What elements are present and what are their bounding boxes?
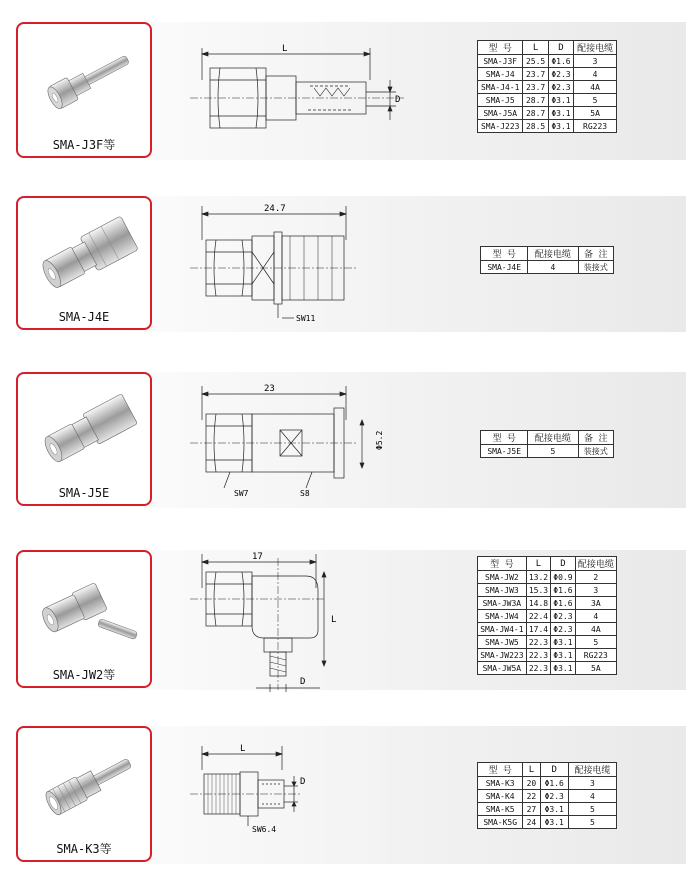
table-cell: 3A xyxy=(575,597,616,610)
column-header: 配接电缆 xyxy=(528,431,578,445)
spec-table-2 xyxy=(480,246,614,274)
column-header: 型 号 xyxy=(478,763,523,777)
column-header: L xyxy=(523,763,540,777)
table-cell: Φ1.6 xyxy=(540,777,568,790)
table-cell: 28.7 xyxy=(523,107,548,120)
table-row xyxy=(478,68,617,81)
table-row xyxy=(478,662,617,675)
table-row xyxy=(481,261,614,274)
dimension-label: SW11 xyxy=(296,314,316,323)
table-cell: 22.3 xyxy=(526,662,550,675)
table-row xyxy=(478,81,617,94)
table-cell: 5 xyxy=(528,445,578,458)
table-cell: SMA-J5A xyxy=(478,107,523,120)
table-cell: SMA-JW2 xyxy=(478,571,527,584)
table-row xyxy=(478,649,617,662)
table-cell: 22 xyxy=(523,790,540,803)
column-header: 型 号 xyxy=(481,247,528,261)
technical-drawing-3 xyxy=(190,380,384,509)
table-row xyxy=(478,803,617,816)
table-row xyxy=(478,790,617,803)
dimension-label: D xyxy=(300,677,306,687)
table-cell: 17.4 xyxy=(526,623,550,636)
table-cell: 5 xyxy=(575,636,616,649)
table-cell: SMA-J3F xyxy=(478,55,523,68)
column-header: D xyxy=(551,557,575,571)
table-row xyxy=(481,445,614,458)
table-row xyxy=(478,107,617,120)
spec-table-4 xyxy=(477,556,617,675)
table-row xyxy=(478,636,617,649)
table-row xyxy=(478,816,617,829)
dimension-label: S8 xyxy=(300,489,310,498)
column-header: 配接电缆 xyxy=(528,247,578,261)
table-cell: 5A xyxy=(574,107,617,120)
column-header: 型 号 xyxy=(478,41,523,55)
column-header: L xyxy=(526,557,550,571)
table-cell: Φ0.9 xyxy=(551,571,575,584)
table-cell: RG223 xyxy=(575,649,616,662)
table-cell: SMA-JW3A xyxy=(478,597,527,610)
table-cell: 4 xyxy=(568,790,616,803)
product-name: SMA-K3等 xyxy=(56,842,112,856)
table-cell: 22.4 xyxy=(526,610,550,623)
table-cell: Φ2.3 xyxy=(551,623,575,636)
table-cell: Φ3.1 xyxy=(551,662,575,675)
table-cell: SMA-J4-1 xyxy=(478,81,523,94)
column-header: 型 号 xyxy=(478,557,527,571)
table-cell: 13.2 xyxy=(526,571,550,584)
table-cell: SMA-J5 xyxy=(478,94,523,107)
table-cell: Φ3.1 xyxy=(551,636,575,649)
table-cell: SMA-JW3 xyxy=(478,584,527,597)
table-cell: SMA-J5E xyxy=(481,445,528,458)
product-card-5[interactable] xyxy=(16,726,152,862)
table-row xyxy=(478,584,617,597)
table-cell: SMA-JW4-1 xyxy=(478,623,527,636)
technical-drawing-5 xyxy=(190,740,320,845)
table-cell: 14.8 xyxy=(526,597,550,610)
table-cell: SMA-K4 xyxy=(478,790,523,803)
product-card-1[interactable] xyxy=(16,22,152,158)
technical-drawing-1 xyxy=(190,40,410,145)
column-header: 配接电缆 xyxy=(568,763,616,777)
dimension-label: 24.7 xyxy=(264,204,286,214)
table-cell: SMA-J223 xyxy=(478,120,523,133)
table-cell: 3 xyxy=(575,584,616,597)
table-cell: 4 xyxy=(575,610,616,623)
table-row xyxy=(478,55,617,68)
product-name: SMA-J5E xyxy=(58,486,110,500)
table-cell: SMA-J4E xyxy=(481,261,528,274)
table-header-row xyxy=(481,431,614,445)
technical-drawing-4 xyxy=(190,548,370,701)
table-cell: 23.7 xyxy=(523,81,548,94)
table-cell: SMA-K5 xyxy=(478,803,523,816)
table-cell: Φ3.1 xyxy=(540,816,568,829)
table-cell: 5 xyxy=(574,94,617,107)
column-header: 型 号 xyxy=(481,431,528,445)
dimension-label: SW6.4 xyxy=(252,825,277,834)
table-cell: Φ3.1 xyxy=(548,107,573,120)
spec-table-1 xyxy=(477,40,617,133)
column-header: D xyxy=(548,41,573,55)
table-header-row xyxy=(481,247,614,261)
column-header: L xyxy=(523,41,548,55)
table-cell: 5 xyxy=(568,816,616,829)
dimension-label: D xyxy=(300,777,306,787)
table-cell: 4A xyxy=(574,81,617,94)
table-cell: Φ1.6 xyxy=(551,597,575,610)
table-row xyxy=(478,120,617,133)
column-header: 配接电缆 xyxy=(574,41,617,55)
table-cell: 20 xyxy=(523,777,540,790)
table-cell: Φ3.1 xyxy=(548,120,573,133)
spec-table-5 xyxy=(477,762,617,829)
table-row xyxy=(478,571,617,584)
table-cell: 23.7 xyxy=(523,68,548,81)
table-cell: RG223 xyxy=(574,120,617,133)
table-cell: 27 xyxy=(523,803,540,816)
table-cell: SMA-K5G xyxy=(478,816,523,829)
table-row xyxy=(478,610,617,623)
spec-table-3 xyxy=(480,430,614,458)
table-cell: SMA-JW4 xyxy=(478,610,527,623)
column-header: 配接电缆 xyxy=(575,557,616,571)
table-cell: 5 xyxy=(568,803,616,816)
dimension-label: 17 xyxy=(252,552,263,562)
table-cell: SMA-JW5 xyxy=(478,636,527,649)
table-cell: 4 xyxy=(528,261,578,274)
product-name: SMA-JW2等 xyxy=(52,668,116,682)
table-cell: 22.3 xyxy=(526,649,550,662)
column-header: 备 注 xyxy=(578,431,613,445)
table-cell: 5A xyxy=(575,662,616,675)
column-header: 备 注 xyxy=(578,247,613,261)
dimension-label: L xyxy=(282,44,288,54)
table-cell: 28.5 xyxy=(523,120,548,133)
product-name: SMA-J3F等 xyxy=(52,138,116,152)
table-cell: SMA-J4 xyxy=(478,68,523,81)
table-cell: Φ1.6 xyxy=(548,55,573,68)
table-row xyxy=(478,623,617,636)
dimension-label: Φ5.2 xyxy=(375,430,384,450)
table-cell: 24 xyxy=(523,816,540,829)
table-cell: 4A xyxy=(575,623,616,636)
table-cell: 装接式 xyxy=(578,261,613,274)
dimension-label: D xyxy=(395,95,401,105)
table-cell: Φ2.3 xyxy=(551,610,575,623)
dimension-label: 23 xyxy=(264,384,275,394)
table-cell: 22.3 xyxy=(526,636,550,649)
table-cell: 2 xyxy=(575,571,616,584)
column-header: D xyxy=(540,763,568,777)
table-cell: Φ3.1 xyxy=(551,649,575,662)
product-card-2[interactable] xyxy=(16,196,152,330)
table-cell: 15.3 xyxy=(526,584,550,597)
table-header-row xyxy=(478,557,617,571)
table-header-row xyxy=(478,41,617,55)
table-cell: 25.5 xyxy=(523,55,548,68)
dimension-label: L xyxy=(331,615,337,625)
table-cell: Φ1.6 xyxy=(551,584,575,597)
table-header-row xyxy=(478,763,617,777)
table-cell: 4 xyxy=(574,68,617,81)
table-cell: Φ2.3 xyxy=(540,790,568,803)
table-cell: 装接式 xyxy=(578,445,613,458)
dimension-label: L xyxy=(240,744,246,754)
product-card-3[interactable] xyxy=(16,372,152,506)
table-cell: Φ2.3 xyxy=(548,81,573,94)
table-row xyxy=(478,777,617,790)
table-cell: 3 xyxy=(568,777,616,790)
table-cell: SMA-K3 xyxy=(478,777,523,790)
table-cell: SMA-JW223 xyxy=(478,649,527,662)
table-row xyxy=(478,94,617,107)
product-name: SMA-J4E xyxy=(58,310,110,324)
table-row xyxy=(478,597,617,610)
table-cell: 28.7 xyxy=(523,94,548,107)
table-cell: Φ3.1 xyxy=(540,803,568,816)
technical-drawing-2 xyxy=(190,200,370,329)
table-cell: 3 xyxy=(574,55,617,68)
table-cell: Φ2.3 xyxy=(548,68,573,81)
table-cell: Φ3.1 xyxy=(548,94,573,107)
table-cell: SMA-JW5A xyxy=(478,662,527,675)
dimension-label: SW7 xyxy=(234,489,249,498)
product-card-4[interactable] xyxy=(16,550,152,688)
